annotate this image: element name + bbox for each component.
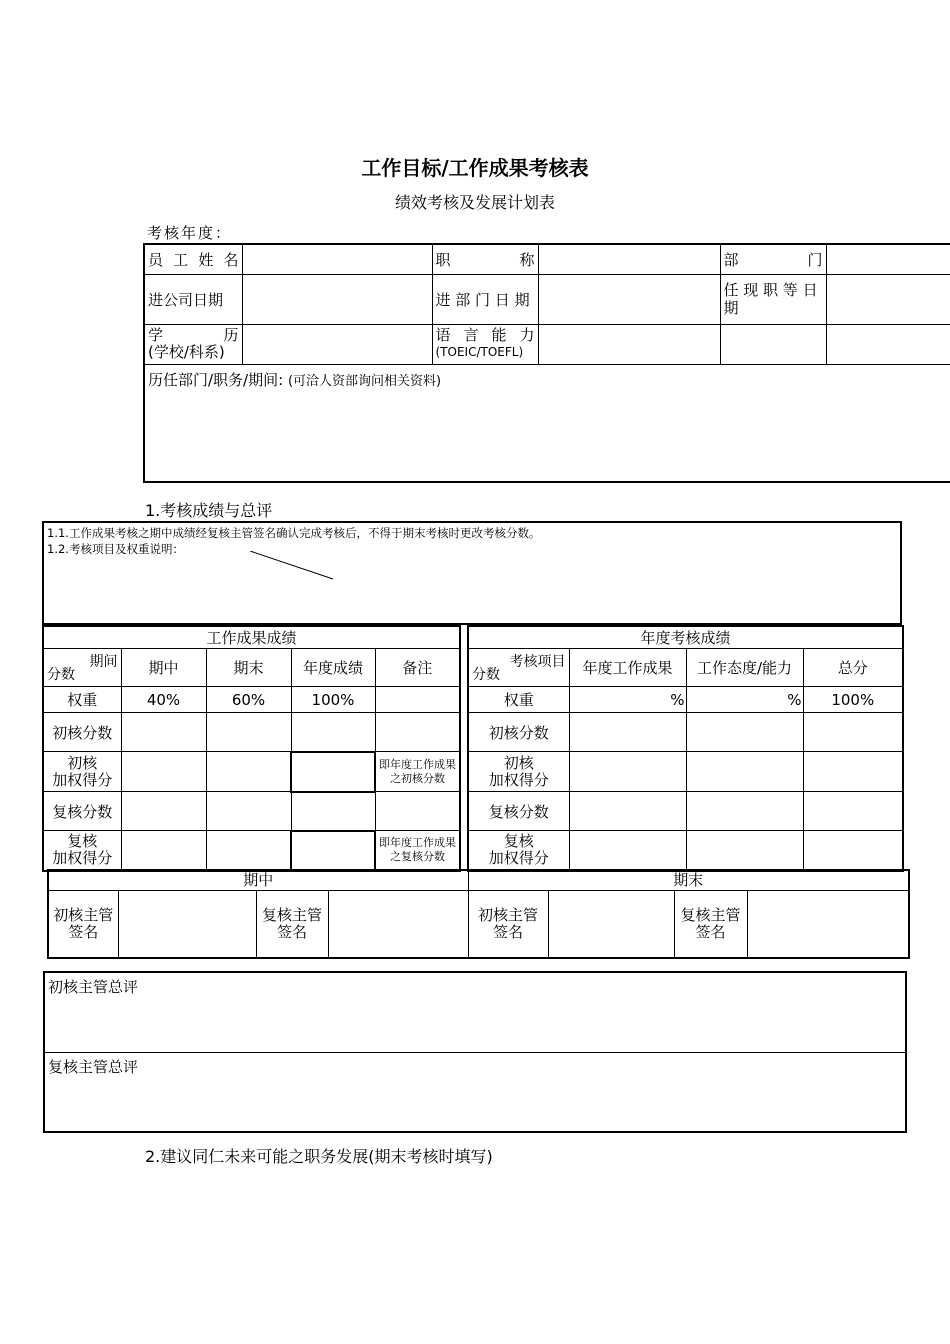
r-initial-weighted-result-field[interactable] [569, 752, 686, 792]
col-annual-result: 年度工作成果 [569, 649, 686, 687]
review-comment-field[interactable] [44, 1052, 906, 1132]
initial-comment-label: 初核主管总评 [48, 978, 139, 996]
row-initial-weighted-right [468, 752, 569, 792]
work-result-heading: 工作成果成绩 [43, 626, 460, 649]
mid-initial-sign-field[interactable] [118, 890, 256, 958]
initial-remark-field[interactable] [375, 713, 460, 752]
mid-initial-sign-label [48, 890, 118, 958]
review-weighted-end-field[interactable] [206, 831, 291, 871]
diagonal-line [250, 551, 340, 581]
year-label: 考核年度： [147, 224, 233, 242]
row-initial-weighted-l2: 加权得分 [52, 770, 113, 789]
col-remark: 备注 [375, 649, 460, 687]
end-rev-l1: 复核主管 [680, 905, 741, 924]
review-comment-label: 复核主管总评 [48, 1057, 139, 1076]
comments-table [43, 971, 907, 1133]
initial-comment-field[interactable] [44, 972, 906, 1052]
education-cell [144, 324, 242, 364]
end-init-l1: 初核主管 [478, 905, 539, 924]
annual-score-table [467, 625, 904, 872]
row-initial-weighted-l1: 初核 [67, 753, 98, 772]
weight-total: 100% [803, 687, 903, 713]
initial-mid-field[interactable] [121, 713, 206, 752]
work-result-table [42, 625, 461, 872]
r-initial-result-field[interactable] [569, 713, 686, 752]
section2-heading: 2.建议同仁未来可能之职务发展(期末考核时填写) [145, 1147, 493, 1166]
notes-box [42, 521, 902, 625]
mid-review-sign-field[interactable] [328, 890, 468, 958]
r-initial-weighted-l2: 加权得分 [488, 770, 549, 789]
dept-date-label: 进 部 门 日 期 [432, 274, 538, 324]
end-init-l2: 签名 [493, 922, 524, 941]
corner-item: 考核项目 [509, 654, 566, 670]
title-label: 职 称 [432, 244, 538, 274]
dept-field[interactable] [826, 244, 950, 274]
col-annual: 年度成绩 [291, 649, 375, 687]
join-date-label: 进公司日期 [144, 274, 242, 324]
r-review-weighted-l2: 加权得分 [488, 849, 549, 868]
end-review-sign-label [674, 890, 747, 958]
remark-review: 即年度工作成果之复核分数 [375, 831, 460, 871]
sign-end-heading: 期末 [468, 870, 909, 890]
history-note: (可洽人资部询问相关资料) [287, 373, 442, 389]
review-annual-field[interactable] [291, 792, 375, 831]
weight-annual: 100% [291, 687, 375, 713]
education-sub-label: (学校/科系) [148, 343, 225, 361]
row-initial-score: 初核分数 [43, 713, 121, 752]
initial-weighted-end-field[interactable] [206, 752, 291, 792]
sign-mid-heading: 期中 [48, 870, 468, 890]
employee-info-table [143, 243, 950, 483]
dept-date-field[interactable] [538, 274, 720, 324]
r-review-weighted-attitude-field[interactable] [686, 831, 803, 871]
review-mid-field[interactable] [121, 792, 206, 831]
history-label: 历任部门/职务/期间: [148, 370, 284, 389]
weight-annual-result: % [569, 687, 686, 713]
initial-weighted-annual-field[interactable] [291, 752, 375, 792]
r-review-weighted-result-field[interactable] [569, 831, 686, 871]
review-weighted-mid-field[interactable] [121, 831, 206, 871]
end-review-sign-field[interactable] [747, 890, 909, 958]
rank-date-field[interactable] [826, 274, 950, 324]
initial-weighted-mid-field[interactable] [121, 752, 206, 792]
education-field[interactable] [242, 324, 432, 364]
row-review-score-right: 复核分数 [468, 792, 569, 831]
remark-initial: 即年度工作成果之初核分数 [375, 752, 460, 792]
review-weighted-annual-field[interactable] [291, 831, 375, 871]
row-review-weighted-l1: 复核 [67, 832, 98, 851]
weight-end: 60% [206, 687, 291, 713]
page-subtitle: 绩效考核及发展计划表 [394, 193, 555, 212]
join-date-field[interactable] [242, 274, 432, 324]
col-attitude: 工作态度/能力 [686, 649, 803, 687]
section1-heading: 1.考核成绩与总评 [145, 501, 273, 520]
corner-period: 期间 [89, 654, 118, 670]
weight-label: 权重 [43, 687, 121, 713]
mid-init-l2: 签名 [68, 922, 99, 941]
r-review-attitude-field[interactable] [686, 792, 803, 831]
language-field[interactable] [538, 324, 720, 364]
extra-field-2[interactable] [826, 324, 950, 364]
mid-init-l1: 初核主管 [53, 905, 114, 924]
corner-score-right: 分数 [472, 667, 500, 683]
period-score-corner [43, 649, 121, 687]
language-cell [432, 324, 538, 364]
r-initial-attitude-field[interactable] [686, 713, 803, 752]
review-end-field[interactable] [206, 792, 291, 831]
r-review-weighted-l1: 复核 [503, 832, 534, 851]
initial-annual-field[interactable] [291, 713, 375, 752]
dept-label: 部 门 [720, 244, 826, 274]
col-total: 总分 [803, 649, 903, 687]
weight-mid: 40% [121, 687, 206, 713]
r-initial-weighted-attitude-field[interactable] [686, 752, 803, 792]
language-sub-label: (TOEIC/TOEFL) [435, 345, 524, 359]
r-initial-total-field[interactable] [803, 713, 903, 752]
item-score-corner [468, 649, 569, 687]
r-initial-weighted-total-field[interactable] [803, 752, 903, 792]
col-mid: 期中 [121, 649, 206, 687]
page-title: 工作目标/工作成果考核表 [361, 156, 589, 180]
row-review-weighted [43, 831, 121, 871]
annual-score-heading: 年度考核成绩 [468, 626, 903, 649]
signature-table [47, 869, 910, 959]
language-label: 语 言 能 力 [435, 326, 535, 344]
mid-review-sign-label [256, 890, 328, 958]
weight-attitude: % [686, 687, 803, 713]
row-initial-score-right: 初核分数 [468, 713, 569, 752]
rank-date-label: 任 现 职 等 日 期 [720, 274, 826, 324]
r-review-weighted-total-field[interactable] [803, 831, 903, 871]
name-label: 员 工 姓 名 [144, 244, 242, 274]
weight-label-right: 权重 [468, 687, 569, 713]
row-review-weighted-l2: 加权得分 [52, 849, 113, 868]
note-1: 1.1.工作成果考核之期中成绩经复核主管签名确认完成考核后，不得于期末考核时更改考核分数。 [47, 526, 541, 540]
row-initial-weighted [43, 752, 121, 792]
mid-rev-l2: 签名 [276, 922, 307, 941]
education-label: 学 历 [148, 326, 239, 344]
extra-field-1[interactable] [720, 324, 826, 364]
r-review-result-field[interactable] [569, 792, 686, 831]
row-review-score: 复核分数 [43, 792, 121, 831]
initial-end-field[interactable] [206, 713, 291, 752]
r-initial-weighted-l1: 初核 [503, 753, 534, 772]
r-review-total-field[interactable] [803, 792, 903, 831]
col-end: 期末 [206, 649, 291, 687]
end-initial-sign-label [468, 890, 548, 958]
review-remark-field[interactable] [375, 792, 460, 831]
name-field[interactable] [242, 244, 432, 274]
corner-score: 分数 [47, 667, 75, 683]
note-2: 1.2.考核项目及权重说明： [47, 542, 184, 556]
mid-rev-l1: 复核主管 [261, 905, 322, 924]
row-review-weighted-right [468, 831, 569, 871]
end-initial-sign-field[interactable] [548, 890, 674, 958]
title-field[interactable] [538, 244, 720, 274]
weight-remark [375, 687, 460, 713]
history-cell[interactable] [144, 364, 950, 482]
end-rev-l2: 签名 [695, 922, 726, 941]
